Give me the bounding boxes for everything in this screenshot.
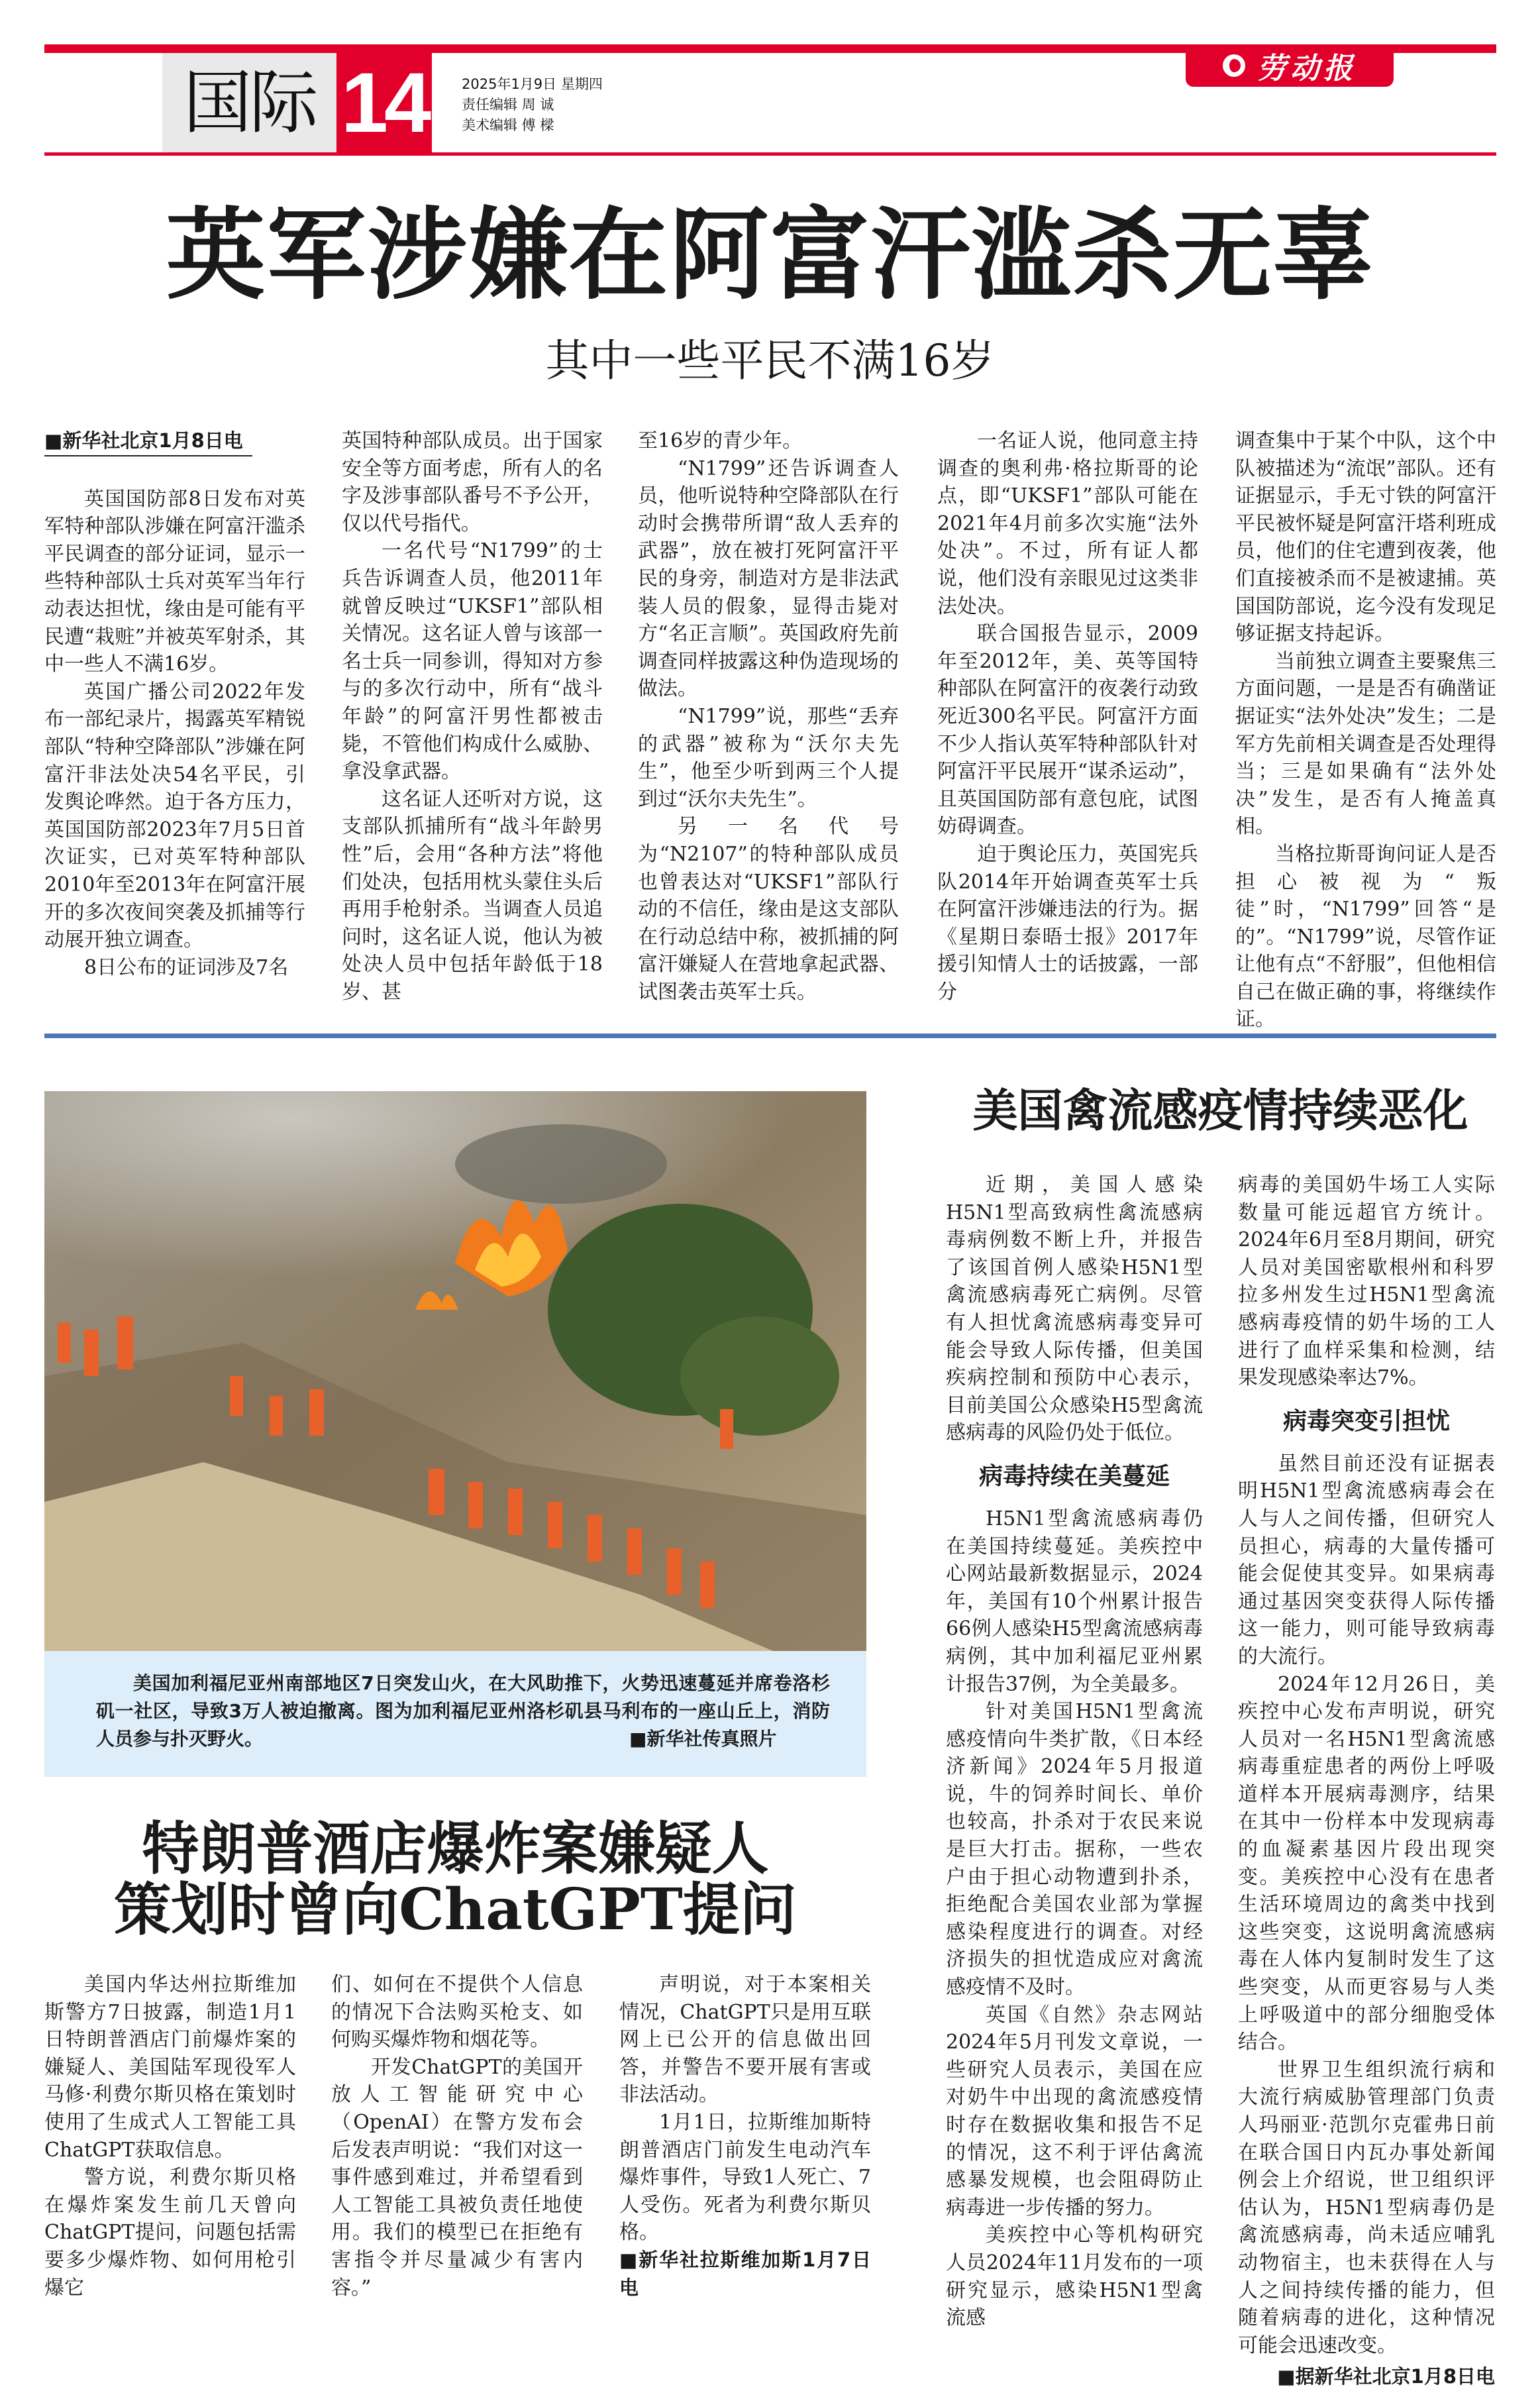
paragraph: 8日公布的证词涉及7名 [84,955,289,979]
paragraph: 近期，美国人感染H5N1型高致病性禽流感病毒病例数不断上升，并报告了该国首例人感染H5N1型禽流感病毒死亡病例。尽管有人担忧禽流感病毒变异可能会导致人际传播，但美国疾病控制和预防中心表示，目前美国公众感染H5型禽流感病毒的风险仍处于低位。 [946,1173,1203,1445]
paragraph: 英国广播公司2022年发布一部纪录片，揭露英军精锐部队“特种空降部队”涉嫌在阿富汗非法处决54名平民，引发舆论哗然。迫于各方压力，英国国防部2023年7月5日首次证实，已对英军特种部队2010年至2013年在阿富汗展开的多次夜间突袭及抓捕等行动展开独立调查。 [44,680,305,952]
masthead-bottom-rule [44,152,1496,156]
photo-caption: 美国加利福尼亚州南部地区7日突发山火，在大风助推下，火势迅速蔓延并席卷洛杉矶一社区，导致3万人被迫撤离。图为加利福尼亚州洛杉矶县马利布的一座山丘上，消防人员参与扑灭野火。 [96,1672,830,1750]
newspaper-logo [1186,44,1394,87]
flu-column [946,1171,1203,2330]
wildfire-photo-image [44,1091,866,1651]
dateline: ■新华社拉斯维加斯1月7日电 [619,2248,871,2299]
section-subheading: 病毒持续在美蔓延 [978,1461,1170,1490]
paragraph: 另一名代号为“N2107”的特种部队成员也曾表达对“UKSF1”部队行动的不信任，缘由是这支部队在行动总结中称，被抓捕的阿富汗嫌疑人在营地拿起武器、试图袭击英军士兵。 [638,815,899,1004]
paragraph: “N1799”还告诉调查人员，他听说特种空降部队在行动时会携带所谓“敌人丢弃的武器”，放在被打死阿富汗平民的身旁，制造对方是非法武装人员的假象，显得击毙对方“名正言顺”。英国政府先前调查同样披露这种伪造现场的做法。 [638,456,899,701]
paragraph: 1月1日，拉斯维加斯特朗普酒店门前发生电动汽车爆炸事件，导致1人死亡、7人受伤。死者为利费尔斯贝格。 [619,2110,871,2245]
paragraph: 开发ChatGPT的美国开放人工智能研究中心（OpenAI）在警方发布会后发表声明说：“我们对这一事件感到难过，并希望看到人工智能工具被负责任地使用。我们的模型已在拒绝有害指令并尽量减少有害内容。” [331,2055,583,2300]
paragraph: 美疾控中心等机构研究人员2024年11月发布的一项研究显示，感染H5N1型禽流感 [946,2223,1203,2330]
paragraph: 当格拉斯哥询问证人是否担心被视为“叛徒”时，“N1799”回答“是的”。“N1799”说，尽管作证让他有点“不舒服”，但他相信自己在做正确的事，将继续作证。 [1235,842,1496,1032]
paragraph: 联合国报告显示，2009年至2012年，美、英等国特种部队在阿富汗的夜袭行动致死近300名平民。阿富汗方面不少人指认英军特种部队针对阿富汗平民展开“谋杀运动”，且英国国防部有意包庇，试图妨碍调查。 [937,622,1198,839]
paragraph: 英国国防部8日发布对英军特种部队涉嫌在阿富汗滥杀平民调查的部分证词，显示一些特种部队士兵对英军当年行动表达担忧，缘由是可能有平民遭“栽赃”并被英军射杀，其中一些人不满16岁。 [44,487,305,676]
paragraph: 调查集中于某个中队，这个中队被描述为“流氓”部队。还有证据显示，手无寸铁的阿富汗平民被怀疑是阿富汗塔利班成员，他们的住宅遭到夜袭，他们直接被杀而不是被逮捕。英国国防部说，迄今没有发现足够证据支持起诉。 [1235,429,1496,646]
trump-column [44,1971,296,2300]
paragraph: H5N1型禽流感病毒仍在美国持续蔓延。美疾控中心网站最新数据显示，2024年，美国有10个州累计报告66例人感染H5型禽流感病毒病例，其中加利福尼亚州累计报告37例，为全美最多。 [946,1507,1203,1696]
uk-column [937,427,1198,1004]
logo-mark-icon [1223,54,1245,77]
paragraph: 英国特种部队成员。出于国家安全等方面考虑，所有人的名字及涉事部队番号不予公开，仅以代号指代。 [342,429,603,535]
section-subheading: 病毒突变引担忧 [1282,1407,1450,1435]
art-editor: 美术编辑 傅 樑 [462,117,554,133]
uk-column [1235,427,1496,1032]
dateline: ■据新华社北京1月8日电 [1277,2365,1495,2388]
trump-headline-line-1: 特朗普酒店爆炸案嫌疑人 [142,1815,769,1882]
page-number: 14 [336,53,432,153]
trump-column [331,1971,583,2300]
paragraph: 警方说，利费尔斯贝格在爆炸案发生前几天曾向ChatGPT提问，问题包括需要多少爆炸物、如何用枪引爆它 [44,2166,296,2300]
paragraph: 当前独立调查主要聚焦三方面问题，一是是否有确凿证据证实“法外处决”发生；二是军方先前相关调查是否处理得当；三是如果确有“法外处决”发生，是否有人掩盖真相。 [1235,649,1496,839]
uk-column [342,427,603,1004]
section-divider [44,1034,1496,1038]
flu-column [1238,1171,1495,2388]
paragraph: 迫于舆论压力，英国宪兵队2014年开始调查英军士兵在阿富汗涉嫌违法的行为。据《星期日泰晤士报》2017年援引知情人士的话披露，一部分 [937,842,1198,1004]
paragraph: 至16岁的青少年。 [638,429,803,452]
paragraph: 针对美国H5N1型禽流感疫情向牛类扩散，《日本经济新闻》2024年5月报道说，牛的饲养时间长、单价也较高，扑杀对于农民来说是巨大打击。据称，一些农户由于担心动物遭到扑杀，拒绝配合美国农业部为掌握感染程度进行的调查。对经济损失的担忧造成应对禽流感疫情不及时。 [946,1700,1203,1999]
paragraph: 世界卫生组织流行病和大流行病威胁管理部门负责人玛丽亚·范凯尔克霍弗日前在联合国日内瓦办事处新闻例会上介绍说，世卫组织评估认为，H5N1型病毒仍是禽流感病毒，尚未适应哺乳动物宿主，也未获得在人与人之间持续传播的能力，但随着病毒的进化，这种情况可能会迅速改变。 [1238,2058,1495,2357]
paragraph: 病毒的美国奶牛场工人实际数量可能远超官方统计。2024年6月至8月期间，研究人员对美国密歇根州和科罗拉多州发生过H5N1型禽流感病毒疫情的奶牛场的工人进行了血样采集和检测，结果发现感染率达7%。 [1238,1173,1495,1390]
logo-text: 劳动报 [1257,52,1357,85]
trump-article-headline [44,1815,866,1943]
section-name: 国际 [162,53,336,153]
trump-headline-line-2: 策划时曾向ChatGPT提问 [114,1876,797,1943]
wildfire-photo [44,1091,866,1651]
flu-article-headline: 美国禽流感疫情持续恶化 [972,1085,1468,1138]
uk-column [44,427,305,981]
paragraph: 英国《自然》杂志网站2024年5月刊发文章说，一些研究人员表示，美国在应对奶牛中出现的禽流感疫情时存在数据收集和报告不足的情况，这不利于评估禽流感暴发规模，也会阻碍防止病毒进一步传播的努力。 [946,2003,1203,2219]
paragraph: “N1799”说，那些“丢弃的武器”被称为“沃尔夫先生”，他至少听到两三个人提到过“沃尔夫先生”。 [638,704,899,811]
dateline: ■新华社北京1月8日电 [44,427,252,456]
uk-article-headline: 英军涉嫌在阿富汗滥杀无辜 [166,197,1374,313]
photo-credit: ■新华社传真照片 [629,1728,777,1750]
paragraph: 虽然目前还没有证据表明H5N1型禽流感病毒会在人与人之间传播，但研究人员担心，病毒的大量传播可能会促使其变异。如果病毒通过基因突变获得人际传播这一能力，则可能导致病毒的大流行。 [1238,1452,1495,1668]
trump-column [619,1971,871,2299]
uk-column [638,427,899,1004]
issue-meta [462,74,603,136]
paragraph: 声明说，对于本案相关情况，ChatGPT只是用互联网上已公开的信息做出回答，并警告不要开展有害或非法活动。 [619,1973,871,2107]
paragraph: 这名证人还听对方说，这支部队抓捕所有“战斗年龄男性”后，会用“各种方法”将他们处决，包括用枕头蒙住头后再用手枪射杀。当调查人员追问时，这名证人说，他认为被处决人员中包括年龄低于18岁、甚 [342,787,603,1004]
paragraph: 们、如何在不提供个人信息的情况下合法购买枪支、如何购买爆炸物和烟花等。 [331,1973,583,2052]
paragraph: 2024年12月26日，美疾控中心发布声明说，研究人员对一名H5N1型禽流感病毒重症患者的两份上呼吸道样本开展病毒测序，结果在其中一份样本中发现病毒的血凝素基因片段出现突变。美疾控中心没有在患者生活环境周边的禽类中找到这些突变，这说明禽流感病毒在人体内复制时发生了这些突变，从而更容易与人类上呼吸道中的部分细胞受体结合。 [1238,1672,1495,2054]
paragraph: 一名代号“N1799”的士兵告诉调查人员，他2011年就曾反映过“UKSF1”部队相关情况。这名证人曾与该部一名士兵一同参训，得知对方参与的多次行动中，所有“战斗年龄”的阿富汗男性都被击毙，不管他们构成什么威胁、拿没拿武器。 [342,539,603,784]
paragraph: 一名证人说，他同意主持调查的奥利弗·格拉斯哥的论点，即“UKSF1”部队可能在2021年4月前多次实施“法外处决”。不过，所有证人都说，他们没有亲眼见过这类非法处决。 [937,429,1198,618]
issue-date: 2025年1月9日 星期四 [462,76,603,92]
uk-article-subheadline: 其中一些平民不满16岁 [545,335,995,386]
paragraph: 美国内华达州拉斯维加斯警方7日披露，制造1月1日特朗普酒店门前爆炸案的嫌疑人、美国陆军现役军人马修·利费尔斯贝格在策划时使用了生成式人工智能工具ChatGPT获取信息。 [44,1973,296,2162]
responsible-editor: 责任编辑 周 诚 [462,97,554,113]
